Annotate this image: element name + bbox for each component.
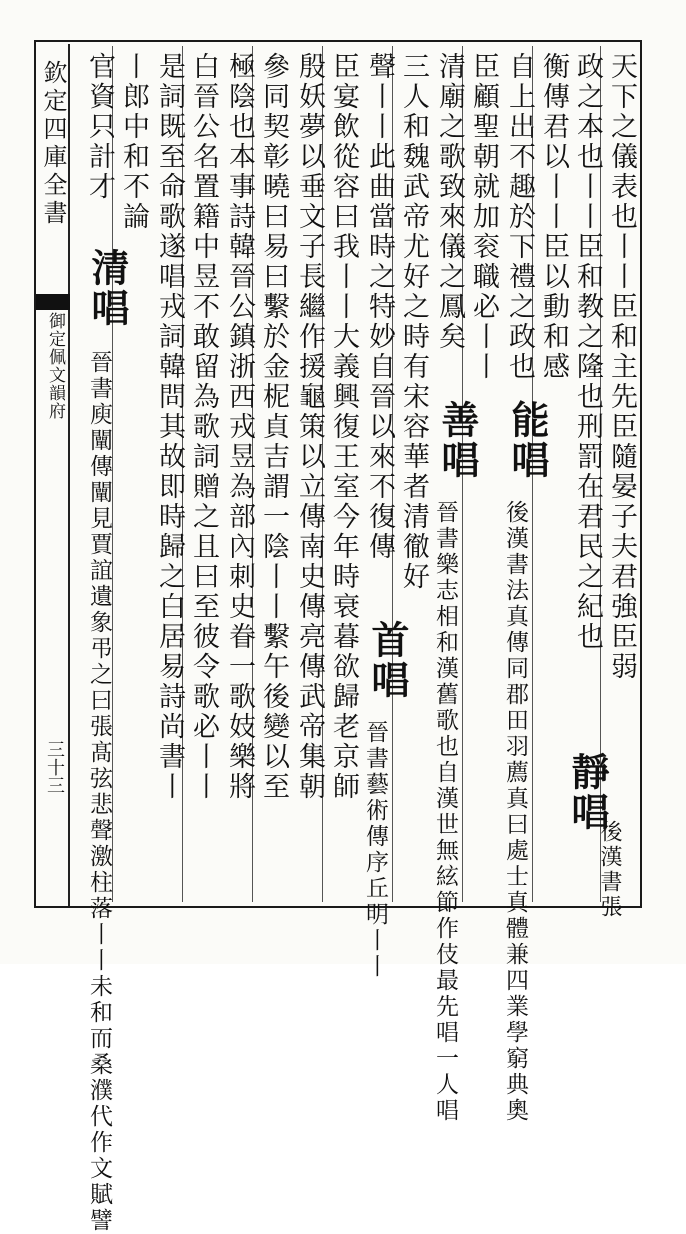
fish-tail-mark bbox=[36, 294, 70, 310]
page-number: 三十三 bbox=[44, 740, 65, 794]
text-column: 聲丨丨此曲當時之特妙自晉以來不復傳 bbox=[364, 52, 395, 562]
text-column: 極陰也本事詩韓晉公鎮浙西戎昱為部內刺史眷一歌妓樂將 bbox=[224, 52, 255, 802]
note-shan: 晉書樂志相和漢舊歌也自漢世無絃節作伎最先唱一人唱 bbox=[432, 500, 458, 1124]
text-column: 衡傳君以丨丨臣以動和感 bbox=[538, 52, 569, 382]
note-jing: 後漢書張 bbox=[597, 820, 622, 920]
note-shou: 晉書藝術傳序丘明丨丨 bbox=[362, 720, 388, 980]
text-column: 參同契彰曉曰易曰繫於金柅貞吉謂一陰丨丨繫午後變以至 bbox=[258, 52, 289, 802]
volume-title: 御定佩文韻府 bbox=[45, 312, 65, 420]
text-column: 殷妖夢以垂文子長繼作援龜策以立傳南史傳亮傳武帝集朝 bbox=[294, 52, 325, 802]
note-neng: 後漢書法真傳同郡田羽薦真曰處士真體兼四業學窮典奧 bbox=[502, 500, 528, 1124]
text-column: 丨郎中和不論 bbox=[118, 52, 149, 232]
text-column: 自上出不趣於下禮之政也 bbox=[504, 52, 535, 382]
text-column: 白晉公名置籍中昱不敢留為歌詞贈之且曰至彼令歌必丨丨 bbox=[188, 52, 219, 802]
text-column: 清廟之歌致來儀之鳳矣 bbox=[434, 52, 465, 352]
heading-jing-chang: 靜唱 bbox=[565, 752, 610, 832]
text-column: 三人和魏武帝尤好之時有宋容華者清徹好 bbox=[398, 52, 429, 592]
note-qing: 晉書庾闡傳闡見賈誼遺象弔之曰張髙弦悲聲激柱落丨丨未和而桑濮代作文賦譬 bbox=[86, 350, 112, 1234]
heading-shou-chang: 首唱 bbox=[365, 620, 410, 700]
text-column: 臣宴飲從容曰我丨丨大義興復王室今年時衰暮欲歸老京師 bbox=[328, 52, 359, 802]
text-column: 臣顧聖朝就加衮職必丨丨 bbox=[468, 52, 499, 382]
heading-shan-chang: 善唱 bbox=[435, 400, 480, 480]
text-column: 官資只計才 bbox=[84, 52, 115, 202]
heading-neng-chang: 能唱 bbox=[505, 400, 550, 480]
text-column: 政之本也丨丨臣和教之隆也刑罰在君民之紀也 bbox=[572, 52, 603, 652]
text-column: 天下之儀表也丨丨臣和主先臣隨晏子夫君強臣弱 bbox=[606, 52, 637, 682]
text-column: 是詞既至命歌遂唱戎詞韓問其故即時歸之白居易詩尚書丨 bbox=[154, 52, 185, 802]
book-title: 欽定四庫全書 bbox=[39, 60, 67, 228]
heading-qing-chang: 清唱 bbox=[85, 248, 130, 328]
